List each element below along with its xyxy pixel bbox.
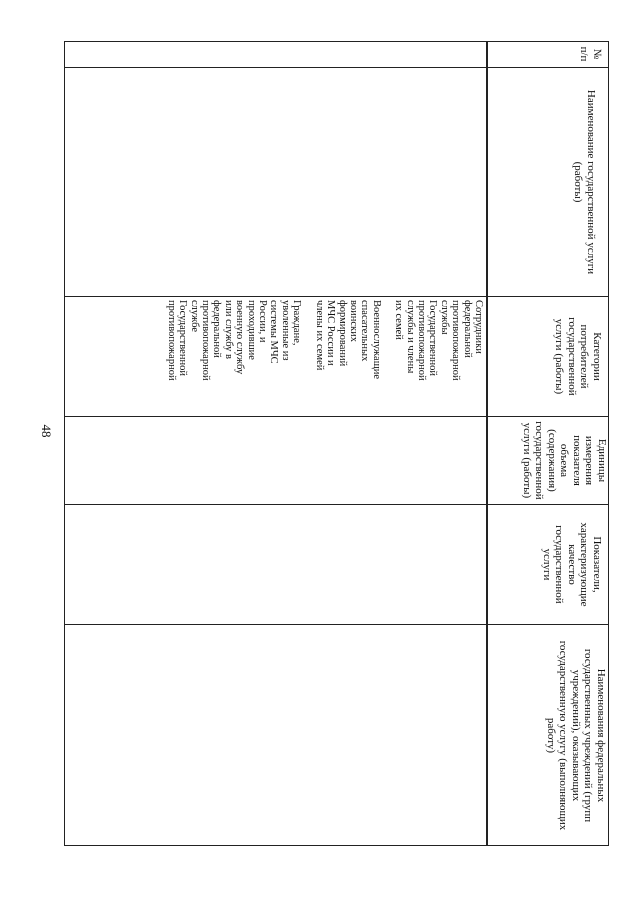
header-volume-units: Единицы измерения показателя объема (содержания) государственной услуги (работы): [487, 416, 609, 504]
consumer-category-line: Граждане,: [291, 300, 303, 346]
consumer-category-line: проходившие: [245, 300, 257, 360]
cell-quality-indicators: [64, 504, 487, 624]
consumer-category-line: федеральной: [211, 300, 223, 358]
header-consumer-categories: Категории потребителей государственной услуги (работы): [487, 296, 609, 416]
cell-consumer-categories: [64, 296, 487, 416]
consumer-category-line: Сотрудники: [473, 300, 484, 354]
category-gap: [302, 300, 313, 413]
consumer-category-line: члены их семей: [313, 300, 325, 371]
cell-volume-units: [64, 416, 487, 504]
consumer-category-line: России, и: [257, 300, 269, 343]
consumer-category-line: системы МЧС: [268, 300, 280, 364]
consumer-category-line: МЧС России и: [325, 300, 337, 366]
category-gap: [382, 300, 393, 413]
page-number: 48: [39, 424, 54, 438]
cell-number: [64, 41, 487, 67]
cell-institutions: [64, 624, 487, 846]
header-number: № п/п: [487, 41, 609, 67]
consumer-category-line: спасательных: [359, 300, 371, 362]
header-quality-indicators: Показатели, характеризующие качество государственной услуги: [487, 504, 609, 624]
consumer-category-line: противопожарной: [450, 300, 462, 381]
consumer-category-line: службы: [438, 300, 450, 335]
consumer-category-line: федеральной: [461, 300, 473, 358]
consumer-category-line: противопожарной: [200, 300, 212, 381]
consumer-category-line: их семей: [393, 300, 405, 340]
consumer-category-line: службы и члены: [404, 300, 416, 374]
consumer-category-line: Военнослужащие: [370, 300, 382, 380]
consumer-category-line: или службу в: [222, 300, 234, 360]
header-institutions: Наименования федеральных государственных учреждений (групп учреждений), оказывающих государственную услугу (выполняющих работу): [487, 624, 609, 846]
cell-service-name: [64, 67, 487, 296]
services-table: [64, 41, 609, 846]
consumer-category-line: противопожарной: [415, 300, 427, 381]
consumer-category-line: Государственной: [177, 300, 189, 376]
consumer-category-line: уволенные из: [279, 300, 291, 361]
consumer-category-line: службе: [188, 300, 200, 332]
consumer-category-line: Государственной: [427, 300, 439, 376]
header-service-name: Наименование государственной услуги (работы): [487, 67, 609, 296]
consumer-category-line: воинских: [347, 300, 359, 343]
consumer-category-line: военную службу: [234, 300, 246, 375]
table-container: [64, 41, 609, 846]
consumer-categories-list: [165, 297, 486, 416]
consumer-category-line: формирований: [336, 300, 348, 367]
consumer-category-line: противопожарной: [165, 300, 177, 381]
